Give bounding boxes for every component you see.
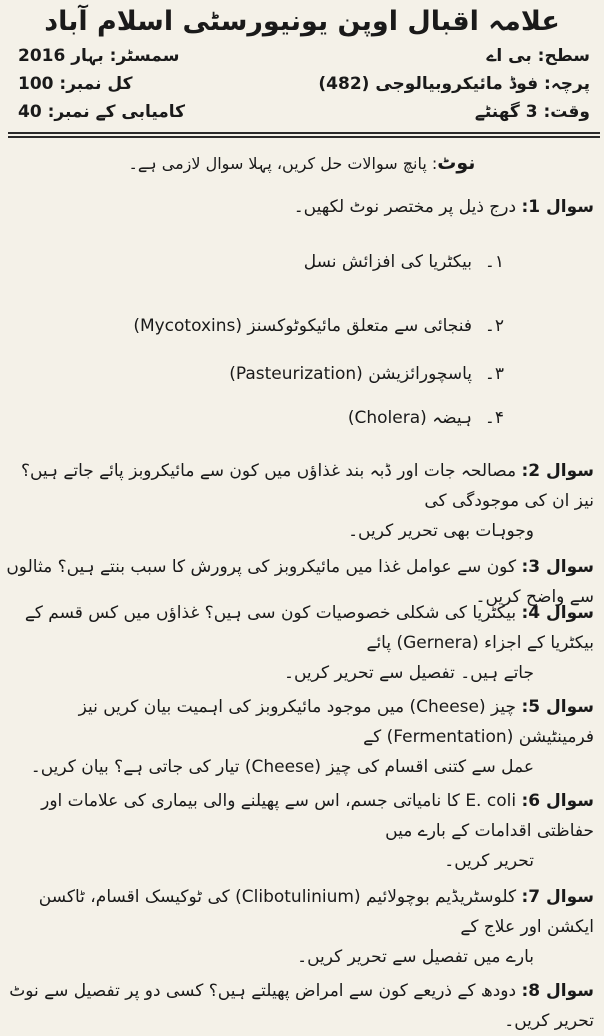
sub-item-3 (84, 360, 504, 388)
sub-item-marker: ۴۔ (484, 408, 504, 428)
sub-item-1 (84, 248, 504, 276)
sub-item-marker: ۱۔ (484, 252, 504, 272)
pass-marks-label: کامیابی کے نمبر: 40 (18, 102, 186, 122)
question-text: کلوسٹریڈیم بوچولائیم (Clibotulinium) کی ٹوکیسک اقسام، ٹاکسن ایکشن اور علاج کے (38, 887, 594, 937)
level-label: سطح: بی اے (486, 46, 590, 66)
question-number: سوال 7: (521, 887, 594, 907)
sub-item-text: بیکٹریا کی افزائش نسل (303, 252, 472, 272)
university-title: علامہ اقبال اوپن یونیورسٹی اسلام آباد (44, 6, 560, 37)
question-continuation: بارے میں تفصیل سے تحریر کریں۔ (297, 947, 534, 967)
time-label: وقت: 3 گھنٹے (474, 102, 590, 122)
question-number: سوال 4: (521, 603, 594, 623)
question-5 (6, 692, 594, 782)
question-8 (6, 976, 594, 1036)
question-number: سوال 3: (521, 557, 594, 577)
question-1 (6, 192, 594, 222)
note-label: نوٹ (437, 152, 476, 174)
question-continuation: عمل سے کتنی اقسام کی چیز (Cheese) تیار کی جاتی ہے؟ بیان کریں۔ (30, 757, 534, 777)
sub-item-text: فنجائی سے متعلق مائیکوٹوکسنز (Mycotoxins) (133, 316, 472, 336)
question-7 (6, 882, 594, 972)
header-divider-bottom (8, 136, 600, 138)
question-text: کون سے عوامل غذا میں مائیکروبز کی پرورش کا سبب بنتے ہیں؟ مثالوں سے واضح کریں۔ (6, 557, 594, 607)
question-6 (6, 786, 594, 876)
question-number: سوال 2: (521, 461, 594, 481)
question-number: سوال 8: (521, 981, 594, 1001)
header-divider-top (8, 132, 600, 134)
question-continuation: وجوہات بھی تحریر کریں۔ (348, 521, 534, 541)
question-2 (6, 456, 594, 546)
question-text: بیکٹریا کی شکلی خصوصیات کون سی ہیں؟ غذاؤں میں کس قسم کے بیکٹریا کے اجزاء (Gernera) پائے (24, 603, 594, 653)
sub-item-2 (84, 312, 504, 340)
sub-item-text: پاسچورائزیشن (Pasteurization) (229, 364, 472, 384)
sub-item-4 (84, 404, 504, 432)
question-text: E. coli کا نامیاتی جسم، اس سے پھیلنے والی بیماری کی علامات اور حفاظتی اقدامات کے بارے میں (41, 791, 594, 841)
question-continuation: جاتے ہیں۔ تفصیل سے تحریر کریں۔ (284, 663, 534, 683)
sub-item-marker: ۲۔ (484, 316, 504, 336)
question-number: سوال 6: (521, 791, 594, 811)
note-text: : پانچ سوالات حل کریں، پہلا سوال لازمی ہے۔ (128, 154, 438, 173)
question-text: دودھ کے ذریعے کون سے امراض پھیلتے ہیں؟ کسی دو پر تفصیل سے نوٹ تحریر کریں۔ (9, 981, 594, 1031)
paper-label: پرچہ: فوڈ مائیکروبیالوجی (482) (318, 74, 590, 94)
question-4 (6, 598, 594, 688)
sub-item-text: ہیضہ (Cholera) (347, 408, 472, 428)
question-continuation: تحریر کریں۔ (444, 851, 534, 871)
question-number: سوال 1: (521, 197, 594, 217)
semester-label: سمسٹر: بہار 2016 (18, 46, 180, 66)
instructions-note (0, 150, 604, 177)
sub-item-marker: ۳۔ (484, 364, 504, 384)
total-marks-label: کل نمبر: 100 (18, 74, 133, 94)
question-text: چیز (Cheese) میں موجود مائیکروبز کی اہمیت بیان کریں نیز فرمینٹیشن (Fermentation) کے (78, 697, 594, 747)
question-text: درج ذیل پر مختصر نوٹ لکھیں۔ (293, 197, 517, 217)
question-number: سوال 5: (521, 697, 594, 717)
question-text: مصالحہ جات اور ڈبہ بند غذاؤں میں کون سے مائیکروبز پائے جاتے ہیں؟ نیز ان کی موجودگی کی (20, 461, 594, 511)
